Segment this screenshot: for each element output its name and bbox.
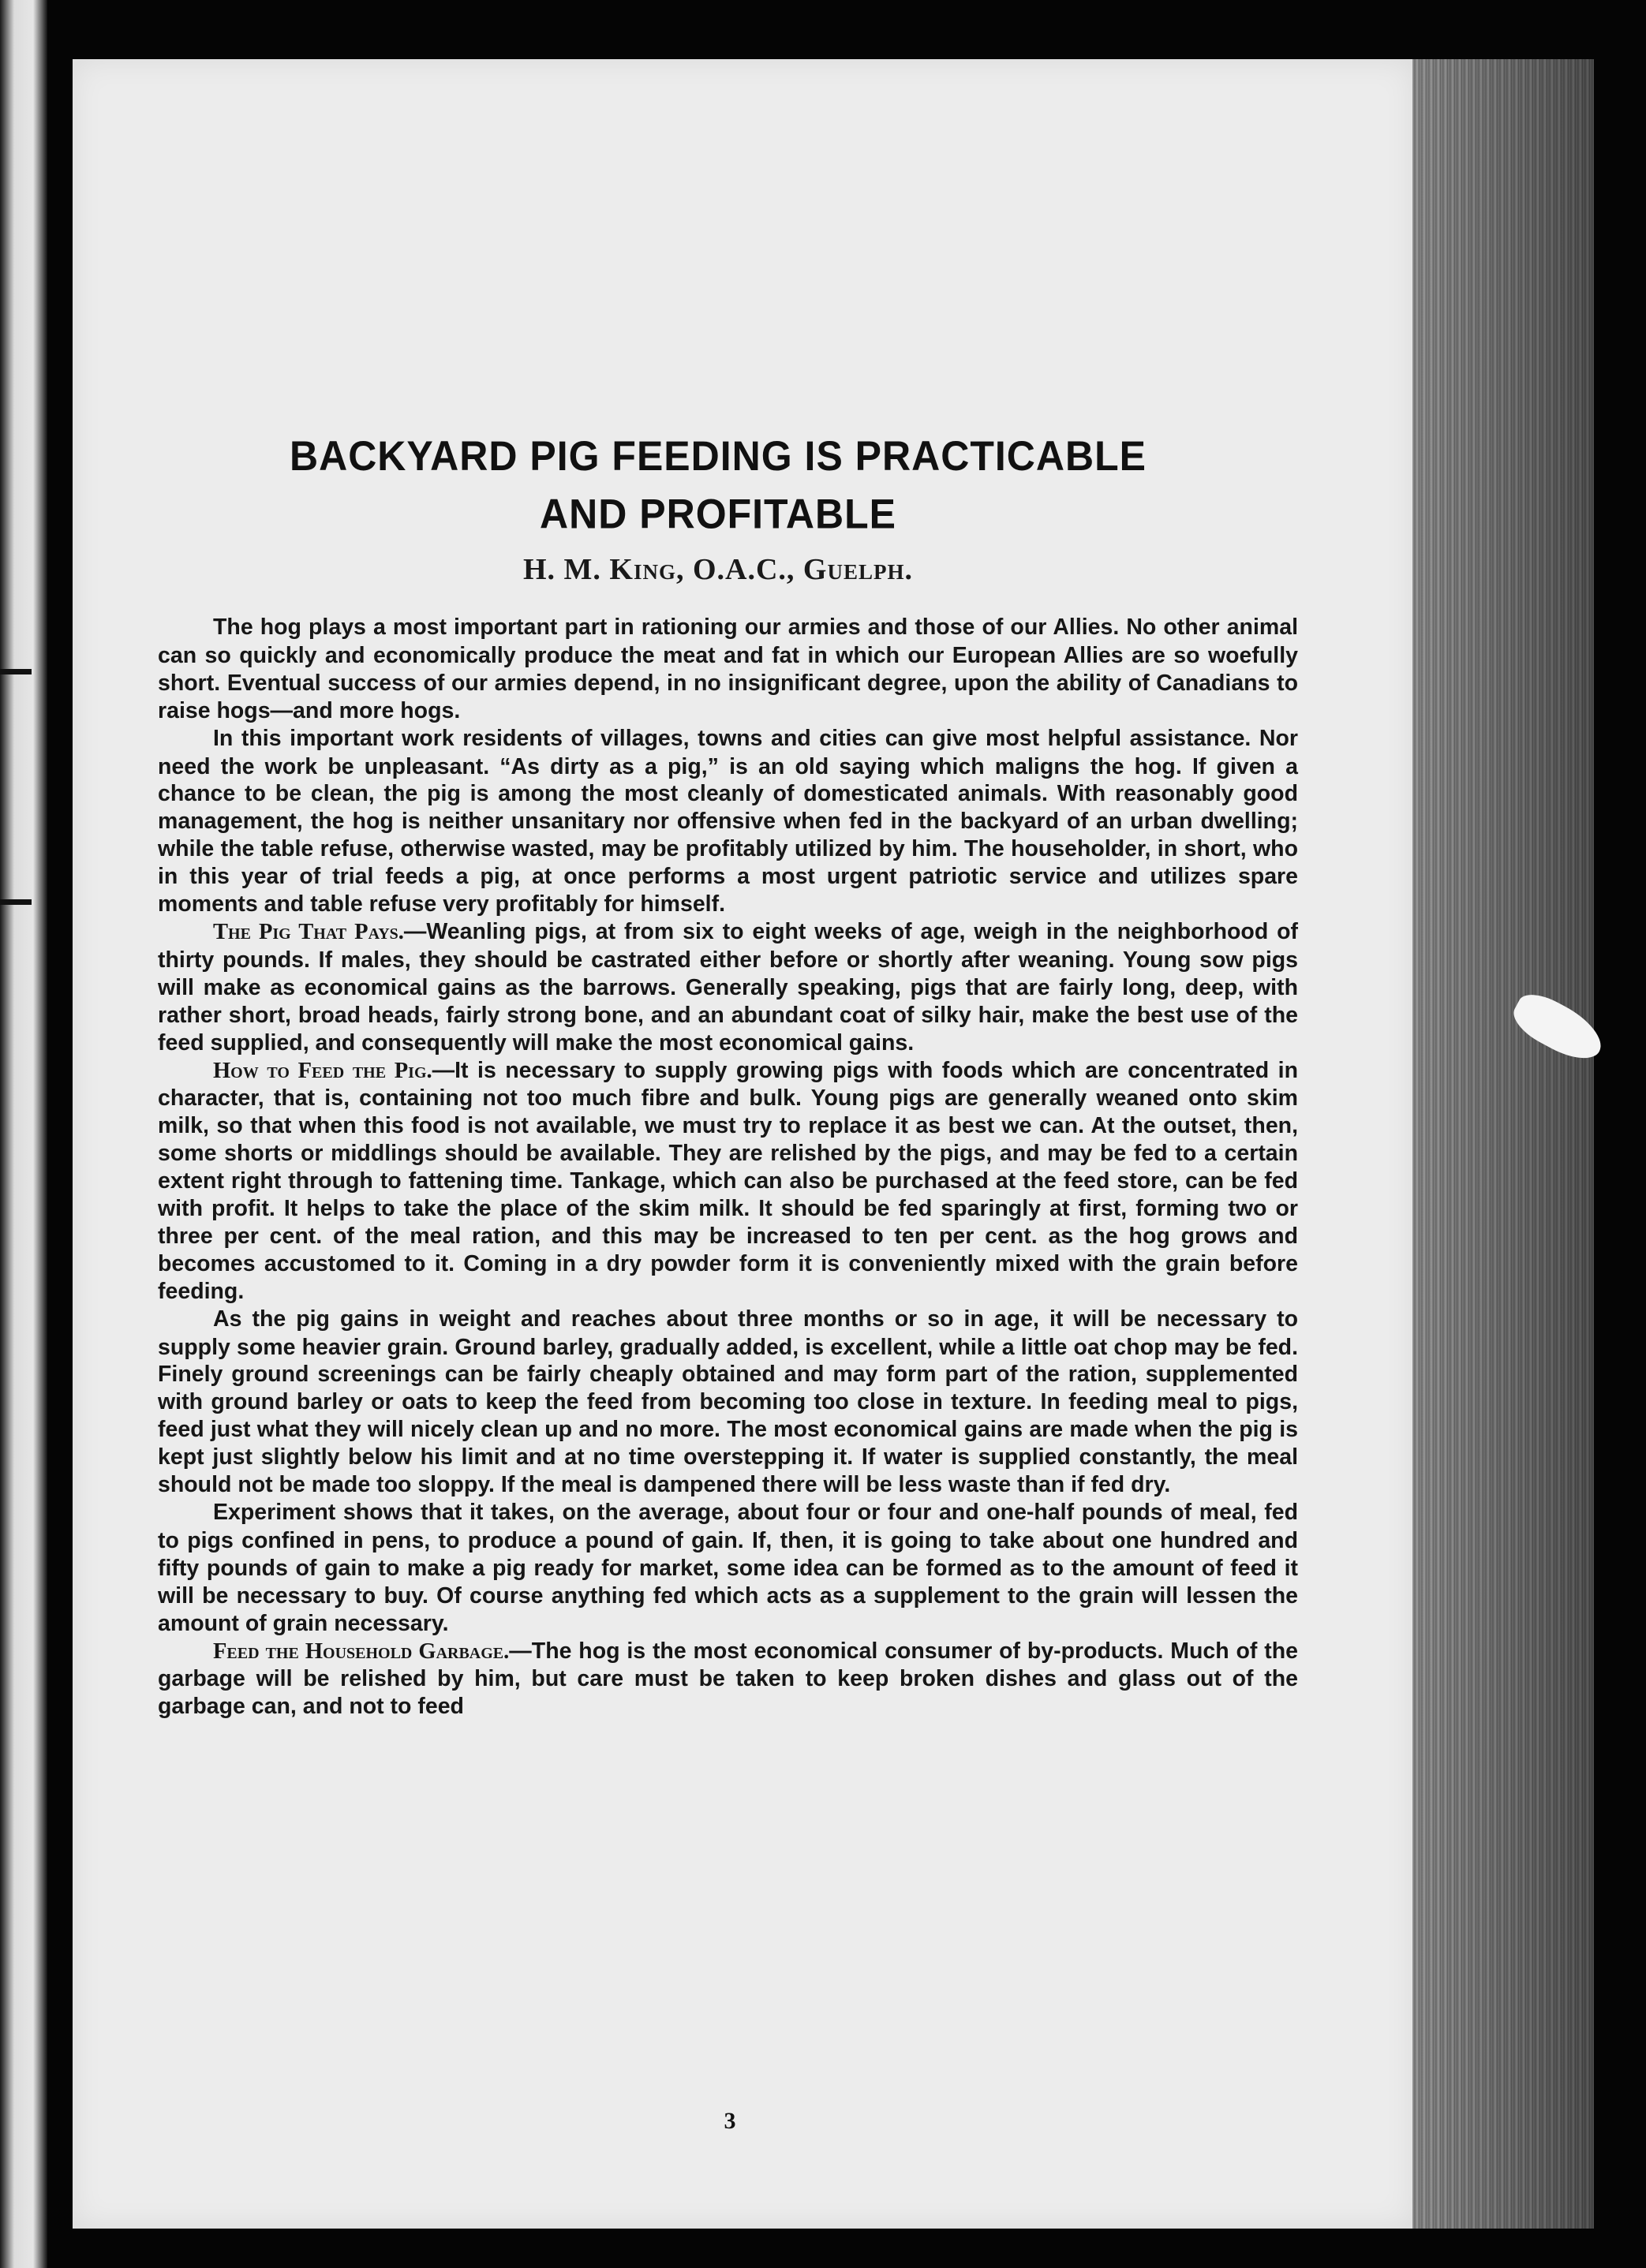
title-line-1: BACKYARD PIG FEEDING IS PRACTICABLE (289, 432, 1147, 480)
article-body (158, 614, 1298, 1721)
paragraph-text: —Weanling pigs, at from six to eight weeks of age, weigh in the neighborhood of thirty pounds. If males, they should be castrated either before or shortly after weaning. Young sow pigs will make as economical gains as the barrows. Generally speaking, pigs that are fairly long, deep, with rather short, broad heads, fairly strong bone, and an abundant coat of silky hair, make the best use of the feed supplied, and consequently will make the most economical gains. (158, 918, 1298, 1056)
article-author: H. M. King, O.A.C., Guelph. (523, 553, 913, 586)
paragraph (158, 1306, 1298, 1499)
title-line-2: AND PROFITABLE (540, 491, 896, 538)
paragraph-text: The hog plays a most important part in rationing our armies and those of our Allies. No other animal can so quickly and economically produce the meat and fat in which our European Allies are so woefully short. Eventual success of our armies depend, in no insignificant degree, upon the ability of Canadians to raise hogs—and more hogs. (158, 615, 1298, 723)
paragraph-text: —It is necessary to supply growing pigs with foods which are concentrated in character, that is, containing not too much fibre and bulk. Young pigs are generally weaned onto skim milk, so that when this food is not available, we must try to replace it as best we can. At the outset, then, some shorts or middlings should be available. They are relished by the pigs, and may be fed to a certain extent right through to fattening time. Tankage, which can also be purchased at the feed store, can be fed with profit. It helps to take the place of the skim milk. It should be fed sparingly at first, forming two or three per cent. of the meal ration, and this may be increased to ten per cent. as the hog grows and becomes accustomed to it. Coming in a dry powder form it is conveniently mixed with the grain before feeding. (158, 1057, 1299, 1304)
margin-mark (0, 899, 32, 905)
paragraph (158, 614, 1298, 725)
page-stack-edge (1412, 59, 1594, 2229)
paragraph-heading: The Pig That Pays. (213, 919, 404, 944)
paragraph-text: In this important work residents of villages, towns and cities can give most helpful assistance. Nor need the work be unpleasant. “As dirty as a pig,” is an old saying which maligns the hog. If given a chance to be clean, the pig is among the most cleanly of domesticated animals. With reasonably good management, the hog is neither unsanitary nor offensive when fed in the backyard of an urban dwelling; while the table refuse, otherwise wasted, may be profitably utilized by him. The householder, in short, who in this year of trial feeds a pig, at once performs a most urgent patriotic service and utilizes spare moments and table refuse very profitably for himself. (158, 725, 1298, 917)
paragraph-heading: How to Feed the Pig. (213, 1058, 432, 1083)
paragraph (158, 1057, 1298, 1306)
paragraph-text: Experiment shows that it takes, on the average, about four or four and one-half pounds of meal, fed to pigs confined in pens, to produce a pound of gain. If, then, it is going to take about one hundred and fifty pounds of gain to make a pig ready for market, some idea can be formed as to the amount of feed it will be necessary to buy. Of course anything fed which acts as a supplement to the grain will lessen the amount of grain necessary. (158, 1500, 1298, 1636)
paragraph (158, 725, 1298, 918)
paragraph-text: —The hog is the most economical consumer of by-products. Much of the garbage will be relished by him, but care must be taken to keep broken dishes and glass out of the garbage can, and not to feed (158, 1638, 1299, 1720)
paragraph (158, 1638, 1298, 1721)
paragraph-text: As the pig gains in weight and reaches about three months or so in age, it will be necessary to supply some heavier grain. Ground barley, gradually added, is excellent, while a little oat chop may be fed. Finely ground screenings can be fairly cheaply obtained and may form part of the ration, supplemented with ground barley or oats to keep the feed from becoming too close in texture. In feeding meal to pigs, feed just what they will nicely clean up and no more. The most economical gains are made when the pig is kept just slightly below his limit and at no time overstepping it. If water is supplied constantly, the meal should not be made too sloppy. If the meal is dampened there will be less waste than if fed dry. (158, 1306, 1298, 1498)
page-number: 3 (724, 2108, 736, 2134)
margin-mark (0, 669, 32, 674)
paragraph (158, 918, 1298, 1057)
article-title (158, 428, 1278, 544)
paragraph-heading: Feed the Household Garbage. (213, 1638, 510, 1664)
previous-page-edge (0, 0, 47, 2268)
paragraph (158, 1499, 1298, 1638)
